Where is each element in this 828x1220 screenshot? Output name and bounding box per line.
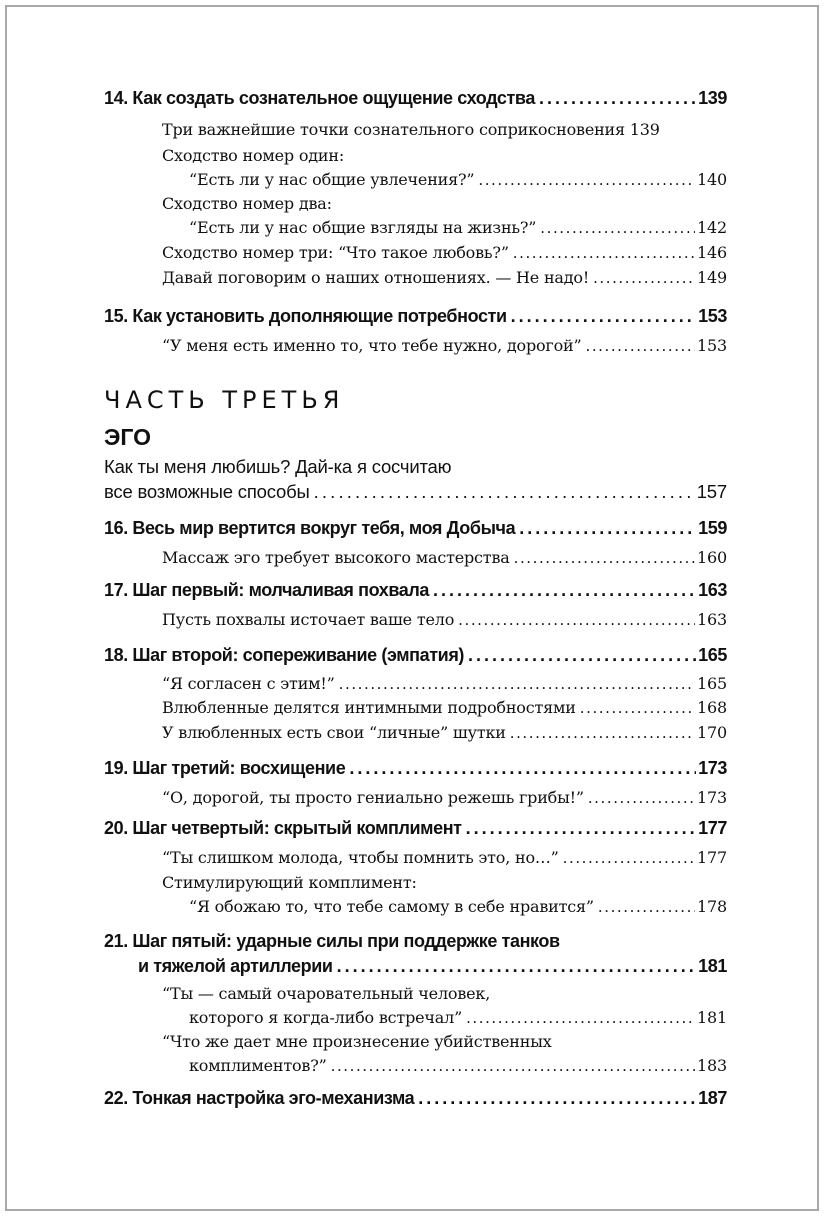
leader-dots [331, 1057, 695, 1075]
toc-page-number: 177 [698, 818, 727, 838]
leader-dots [314, 481, 695, 503]
toc-entry-title: 19. Шаг третий: восхищение [104, 758, 346, 778]
toc-sub-entry[interactable] [162, 548, 727, 567]
toc-sub-entry[interactable] [162, 194, 727, 213]
toc-entry-title: 14. Как создать сознательное ощущение сходства [104, 88, 535, 108]
leader-dots [580, 699, 695, 717]
toc-entry-title: Массаж эго требует высокого мастерства [162, 548, 510, 567]
toc-sub-entry[interactable] [162, 788, 727, 807]
toc-entry-title: Сходство номер один: [162, 146, 345, 165]
part-label: ЧАСТЬ ТРЕТЬЯ [104, 386, 345, 414]
toc-entry-title: Пусть похвалы источает ваше тело [162, 610, 455, 629]
toc-entry-title: Стимулирующий комплимент: [162, 873, 417, 892]
toc-entry-title: Три важнейшие точки сознательного соприкосновения 139 [162, 120, 660, 139]
toc-entry-title: комплиментов?” [189, 1056, 327, 1075]
toc-sub-entry[interactable] [189, 218, 727, 237]
toc-page-number: 159 [698, 518, 727, 538]
toc-entry-title: Давай поговорим о наших отношениях. — Не надо! [162, 268, 590, 287]
toc-entry-title: “Ты — самый очаровательный человек, [162, 984, 491, 1003]
leader-dots [598, 898, 695, 916]
leader-dots [513, 244, 695, 262]
toc-entry-title: 20. Шаг четвертый: скрытый комплимент [104, 818, 462, 838]
toc-page-number: 183 [697, 1056, 727, 1075]
leader-dots [339, 675, 695, 693]
toc-entry-title: которого я когда-либо встречал” [189, 1008, 463, 1027]
toc-sub-entry[interactable] [162, 723, 727, 742]
toc-sub-entry[interactable] [162, 873, 727, 892]
leader-dots [458, 611, 695, 629]
leader-dots [466, 1009, 695, 1027]
toc-page-number: 187 [698, 1088, 727, 1108]
toc-entry-title: “Есть ли у нас общие взгляды на жизнь?” [189, 218, 537, 237]
toc-entry-title: У влюбленных есть свои “личные” шутки [162, 723, 506, 742]
toc-entry-title: “У меня есть именно то, что тебе нужно, дорогой” [162, 336, 582, 355]
toc-entry-title: Сходство номер три: “Что такое любовь?” [162, 243, 509, 262]
leader-dots [433, 580, 696, 601]
leader-dots [539, 88, 696, 109]
toc-page-number: 142 [697, 218, 727, 237]
toc-chapter-20[interactable] [104, 818, 727, 839]
toc-page-number: 163 [698, 580, 727, 600]
leader-dots [466, 818, 697, 839]
toc-entry-title: “Есть ли у нас общие увлечения?” [189, 170, 475, 189]
toc-sub-entry[interactable] [162, 1032, 727, 1051]
toc-sub-entry[interactable] [162, 268, 727, 287]
toc-entry-title: 17. Шаг первый: молчаливая похвала [104, 580, 430, 600]
toc-chapter-22[interactable] [104, 1088, 727, 1109]
leader-dots [337, 956, 697, 977]
toc-entry-title: все возможные способы [104, 481, 310, 502]
leader-dots [514, 549, 695, 567]
toc-entry-title: Влюбленные делятся интимными подробностями [162, 698, 576, 717]
toc-sub-entry[interactable] [162, 848, 727, 867]
toc-entry-title: “Что же дает мне произнесение убийственных [162, 1032, 552, 1051]
toc-page-number: 165 [698, 645, 727, 665]
toc-entry-title: 15. Как установить дополняющие потребности [104, 306, 507, 326]
leader-dots [478, 171, 695, 189]
toc-sub-entry[interactable] [189, 1056, 727, 1075]
toc-page-number: 149 [697, 268, 727, 287]
toc-entry-title: 21. Шаг пятый: ударные силы при поддержке танков [104, 931, 560, 951]
toc-chapter-14[interactable] [104, 88, 727, 109]
leader-dots [510, 724, 695, 742]
toc-page-number: 168 [697, 698, 727, 717]
toc-sub-entry[interactable] [162, 610, 727, 629]
toc-page-number: 153 [698, 306, 727, 326]
toc-entry-title: “Ты слишком молода, чтобы помнить это, но…” [162, 848, 559, 867]
toc-chapter-21[interactable] [104, 931, 727, 952]
toc-page-number: 157 [696, 481, 727, 502]
leader-dots [468, 645, 696, 666]
toc-page-number: 173 [698, 758, 727, 778]
toc-page-number: 170 [697, 723, 727, 742]
toc-page-number: 173 [697, 788, 727, 807]
toc-chapter-21-cont[interactable] [138, 956, 727, 977]
leader-dots [563, 849, 695, 867]
toc-page-number: 146 [697, 243, 727, 262]
leader-dots [593, 269, 695, 287]
leader-dots [418, 1088, 696, 1109]
part-subtitle: Как ты меня любишь? Дай-ка я сосчитаю [104, 456, 452, 477]
toc-sub-entry[interactable] [162, 146, 727, 165]
leader-dots [540, 219, 695, 237]
toc-entry-title: 16. Весь мир вертится вокруг тебя, моя Добыча [104, 518, 516, 538]
toc-entry-title: “Я обожаю то, что тебе самому в себе нравится” [189, 897, 594, 916]
toc-page-number: 177 [697, 848, 727, 867]
toc-part-intro[interactable] [104, 481, 727, 503]
toc-page-number: 139 [698, 88, 727, 108]
toc-chapter-19[interactable] [104, 758, 727, 779]
toc-chapter-15[interactable] [104, 306, 727, 327]
toc-entry-title: и тяжелой артиллерии [138, 956, 333, 976]
toc-chapter-17[interactable] [104, 580, 727, 601]
part-title: ЭГО [104, 424, 151, 450]
toc-sub-entry[interactable] [189, 1008, 727, 1027]
toc-sub-entry[interactable] [162, 698, 727, 717]
toc-sub-entry[interactable] [189, 897, 727, 916]
toc-page-number: 153 [697, 336, 727, 355]
toc-entry-title: 18. Шаг второй: сопереживание (эмпатия) [104, 645, 465, 665]
toc-sub-entry[interactable] [162, 984, 727, 1003]
leader-dots [588, 789, 695, 807]
toc-entry-title: “Я согласен с этим!” [162, 674, 335, 693]
toc-page-number: 163 [697, 610, 727, 629]
toc-entry-title: “О, дорогой, ты просто гениально режешь грибы!” [162, 788, 584, 807]
toc-page-number: 178 [697, 897, 727, 916]
toc-page-number: 140 [697, 170, 727, 189]
toc-chapter-18[interactable] [104, 645, 727, 666]
toc-sub-entry[interactable] [162, 674, 727, 693]
toc-page-number: 165 [697, 674, 727, 693]
toc-entry-title: Сходство номер два: [162, 194, 332, 213]
toc-entry-title: 22. Тонкая настройка эго-механизма [104, 1088, 415, 1108]
leader-dots [586, 337, 696, 355]
toc-sub-entry[interactable] [162, 120, 727, 139]
toc-page-number: 181 [697, 1008, 727, 1027]
leader-dots [349, 758, 696, 779]
leader-dots [519, 518, 696, 539]
toc-sub-entry[interactable] [189, 170, 727, 189]
toc-page-number: 181 [698, 956, 727, 976]
toc-chapter-16[interactable] [104, 518, 727, 539]
toc-sub-entry[interactable] [162, 243, 727, 262]
toc-sub-entry[interactable] [162, 336, 727, 355]
toc-page-number: 160 [697, 548, 727, 567]
leader-dots [511, 306, 696, 327]
